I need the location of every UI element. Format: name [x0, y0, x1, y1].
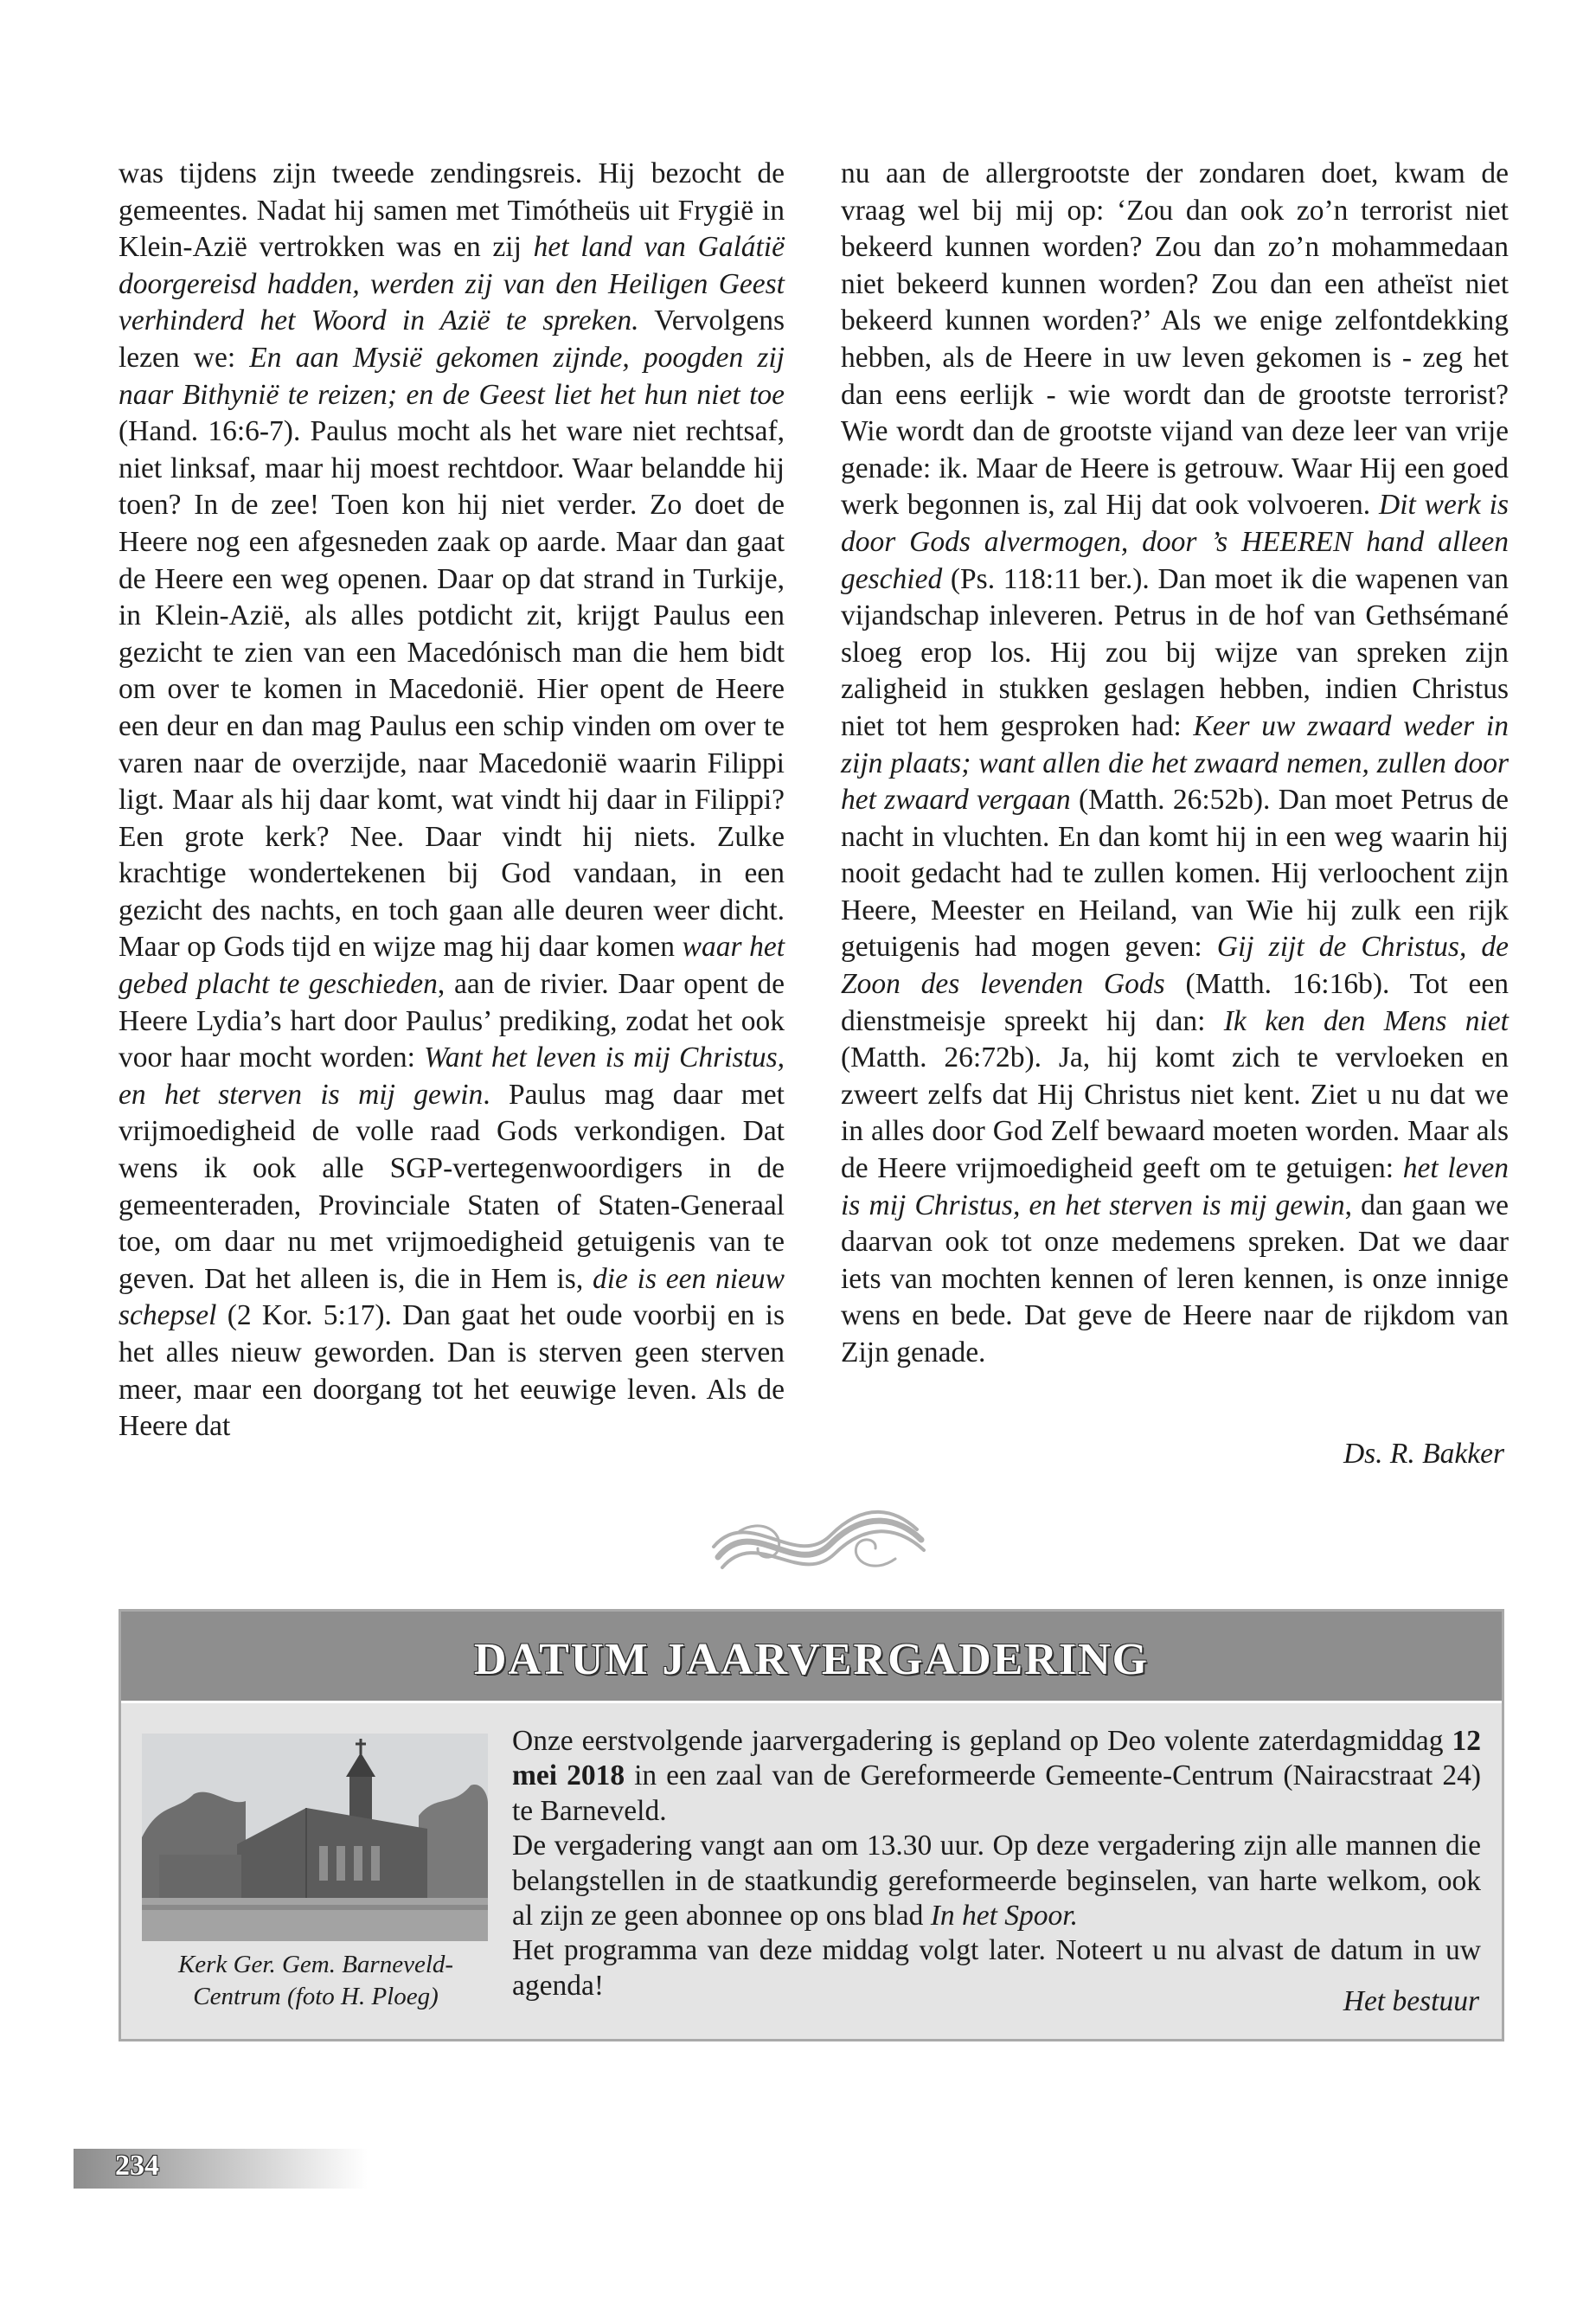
announcement-title: DATUM JAARVERGADERING	[473, 1635, 1150, 1684]
photo-caption-line-2: Centrum (foto H. Ploeg)	[193, 1983, 439, 2010]
left-column-run-4: (Hand. 16:6-7). Paulus mocht als het ware niet rechtsaf, niet linksaf, maar hij moest rechtdoor. Waar belandde hij toen? In de zee! Toen kon hij niet verder. Zo doet de Heere nog een afgesneden zaak op aarde. Maar dan gaat de Heere een weg openen. Daar op dat strand in Turkije, in Klein-Azië, als alles potdicht zit, krijgt Paulus een gezicht te zien van een Macedónisch man die hem bidt om over te komen in Macedonië. Hier opent de Heere een deur en dan mag Paulus een schip vinden om over te varen naar de overzijde, naar Macedonië waarin Filippi ligt. Maar als hij daar komt, wat vindt hij daar in Filippi? Een grote kerk? Nee. Daar vindt hij niets. Zulke krachtige wondertekenen bij God vandaan, in een gezicht des nachts, en toch gaan alle deuren weer dicht. Maar op Gods tijd en wijze mag hij daar komen	[119, 415, 785, 964]
announcement-box	[119, 1609, 1504, 2041]
meeting-date: 12 mei 2018	[512, 1725, 1481, 1792]
announcement-paragraph-2: De vergadering vangt aan om 13.30 uur. Op deze vergadering zijn alle mannen die belangstellen in de staatkundig gereformeerde beginselen, van harte welkom, ook al zijn ze geen abonnee op ons blad In het Spoor.	[512, 1830, 1481, 1932]
right-column-run-10: , dan gaan we daarvan ook tot onze medemens spreken. Dat we daar iets van mochten kennen of leren kennen, is onze innige wens en bede. Dat geve de Heere naar de rijkdom van Zijn genade.	[841, 1189, 1509, 1368]
right-column-run-3: Keer uw zwaard weder in zijn plaats; want allen die het zwaard nemen, zullen door het zwaard vergaan	[841, 709, 1509, 817]
page-number: 234	[115, 2150, 159, 2182]
announcement-signature: Het bestuur	[1343, 1985, 1479, 2017]
right-column-run-0: nu aan de allergrootste der zondaren doet, kwam de vraag wel bij mij op: ‘Zou dan ook zo’n terrorist niet bekeerd kunnen worden? Zou dan zo’n mohammedaan niet bekeerd kunnen worden? Zou dan een atheïst niet bekeerd kunnen worden?’ Als we enige zelfontdekking hebben, als de Heere in uw leven gekomen is - zeg het dan eens eerlijk - wie wordt dan de grootste terrorist? Wie wordt dan de grootste vijand van deze leer van vrije genade: ik. Maar de Heere is getrouw. Waar Hij een goed werk begonnen is, zal Hij dat ook volvoeren.	[841, 157, 1509, 522]
left-column-run-1: het land van Galátië doorgereisd hadden, werden zij van den Heiligen Geest verhinderd het Woord in Azië te spreken.	[119, 231, 785, 337]
article-author: Ds. R. Bakker	[1343, 1438, 1504, 1470]
right-column-run-9: het leven is mij Christus, en het sterven is mij gewin	[841, 1152, 1509, 1221]
article-column-right	[841, 156, 1509, 1372]
church-illustration	[142, 1734, 488, 1941]
left-column-run-10: (2 Kor. 5:17). Dan gaat het oude voorbij en is het alles nieuw geworden. Dan is sterven geen sterven meer, maar een doorgang tot het eeuwige leven. Als de Heere dat	[119, 1299, 785, 1443]
right-column-run-7: Ik ken den Mens niet	[1223, 1004, 1509, 1037]
right-column-run-6: (Matth. 16:16b). Tot een dienstmeisje spreekt hij dan:	[841, 968, 1509, 1037]
left-column-run-8: . Paulus mag daar met vrijmoedigheid de volle raad Gods verkondigen. Dat wens ik ook alle SGP-vertegenwoordigers in de gemeenteraden, Provinciale Staten of Staten-Generaal toe, om daar nu met vrijmoedigheid getuigenis van te geven. Dat het alleen is, die in Hem is,	[119, 1078, 785, 1295]
announcement-paragraph-3: Het programma van deze middag volgt later. Noteert u nu alvast de datum in uw agenda!	[512, 1934, 1481, 2002]
left-column-run-3: En aan Mysië gekomen zijnde, poogden zij naar Bithynië te reizen; en de Geest liet het hun niet toe	[119, 341, 785, 411]
left-column-run-5: waar het gebed placht te geschieden	[119, 931, 785, 1001]
announcement-paragraph-1: Onze eerstvolgende jaarvergadering is gepland op Deo volente zaterdagmiddag 12 mei 2018 in een zaal van de Gereformeerde Gemeente-Centrum (Nairacstraat 24) te Barneveld.	[512, 1725, 1481, 1827]
right-column-run-2: (Ps. 118:11 ber.). Dan moet ik die wapenen van vijandschap inleveren. Petrus in de hof van Gethsémané sloeg erop los. Hij zou bij wijze van spreken zijn zaligheid in stukken geslagen hebben, indien Christus niet tot hem gesproken had:	[841, 562, 1509, 742]
article-text-left	[119, 156, 785, 1445]
article-column-left	[119, 156, 785, 1445]
right-column-run-8: (Matth. 26:72b). Ja, hij komt zich te vervloeken en zweert zelfs dat Hij Christus niet kent. Ziet u nu dat we in alles door God Zelf bewaard moeten worden. Maar als de Heere vrijmoedigheid geeft om te getuigen:	[841, 1042, 1509, 1185]
right-column-run-5: Gij zijt de Christus, de Zoon des levenden Gods	[841, 931, 1509, 1001]
article-text-right	[841, 156, 1509, 1372]
left-column-run-6: , aan de rivier. Daar opent de Heere Lydia’s hart door Paulus’ prediking, zodat het ook voor haar mocht worden:	[119, 968, 785, 1074]
announcement-header	[121, 1612, 1502, 1703]
magazine-title: In het Spoor.	[930, 1900, 1078, 1932]
church-photo	[142, 1734, 488, 1941]
photo-caption-line-1: Kerk Ger. Gem. Barneveld-	[177, 1951, 454, 1978]
swirl-ornament-icon	[701, 1497, 934, 1592]
right-column-run-4: (Matth. 26:52b). Dan moet Petrus de nacht in vluchten. En dan komt hij in een weg waarin hij nooit gedacht had te zullen komen. Hij verloochent zijn Heere, Meester en Heiland, van Wie hij zulk een rijk getuigenis had mogen geven:	[841, 784, 1509, 964]
left-column-run-9: die is een nieuw schepsel	[119, 1262, 785, 1332]
left-column-run-2: Vervolgens lezen we:	[119, 304, 785, 374]
left-column-run-0: was tijdens zijn tweede zendingsreis. Hij bezocht de gemeentes. Nadat hij samen met Timótheüs uit Frygië in Klein-Azië vertrokken was en zij	[119, 157, 785, 264]
photo-caption	[138, 1949, 493, 2013]
left-column-run-7: Want het leven is mij Christus, en het sterven is mij gewin	[119, 1042, 785, 1111]
announcement-text	[512, 1724, 1481, 2003]
right-column-run-1: Dit werk is door Gods alvermogen, door ’s HEEREN hand alleen geschied	[841, 489, 1509, 595]
